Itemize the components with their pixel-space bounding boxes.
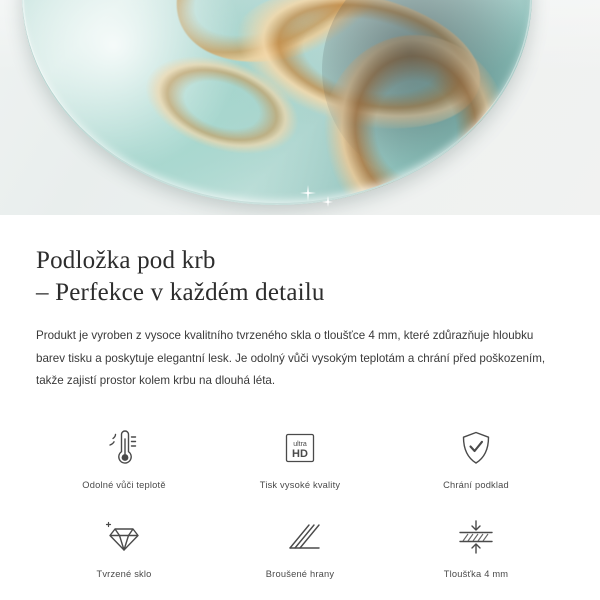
feature-label: Tloušťka 4 mm: [443, 568, 509, 579]
feature-label: Broušené hrany: [265, 568, 335, 579]
shield-check-icon: [456, 425, 496, 471]
feature-item: [36, 508, 212, 583]
page-title: [36, 245, 564, 309]
feature-item: [36, 419, 212, 494]
svg-text:ultra: ultra: [293, 440, 307, 448]
content-section: [0, 215, 600, 583]
feature-label: Tvrzené sklo: [96, 568, 152, 579]
svg-text:HD: HD: [292, 447, 308, 460]
feature-label: Chrání podklad: [443, 479, 509, 490]
ultra-hd-icon: [278, 425, 322, 471]
diamond-icon: [102, 514, 146, 560]
feature-item: [212, 508, 388, 583]
description-paragraph: Produkt je vyroben z vysoce kvalitního tvrzeného skla o tloušťce 4 mm, které zdůrazňuje hloubku barev tisku a poskytuje elegantní lesk. Je odolný vůči vysokým teplotám a chrání před poškozením, takže zajistí prostor kolem krbu na dlouhá léta.: [36, 329, 546, 388]
hero-image: [0, 0, 600, 215]
feature-label: Tisk vysoké kvality: [259, 479, 341, 490]
sparkle-icon: [300, 185, 316, 201]
thermometer-icon: [104, 425, 144, 471]
polished-edges-icon: [278, 514, 322, 560]
feature-item: [388, 508, 564, 583]
feature-grid: [36, 419, 564, 583]
feature-label: Odolné vůči teplotě: [82, 479, 166, 490]
title-line-1: Podložka pod krb: [36, 247, 216, 274]
glass-pad-disc: [22, 0, 532, 205]
sparkle-icon: [322, 196, 333, 207]
feature-item: [388, 419, 564, 494]
feature-item: [212, 419, 388, 494]
thickness-icon: [452, 514, 500, 560]
title-line-2: – Perfekce v každém detailu: [36, 279, 325, 306]
